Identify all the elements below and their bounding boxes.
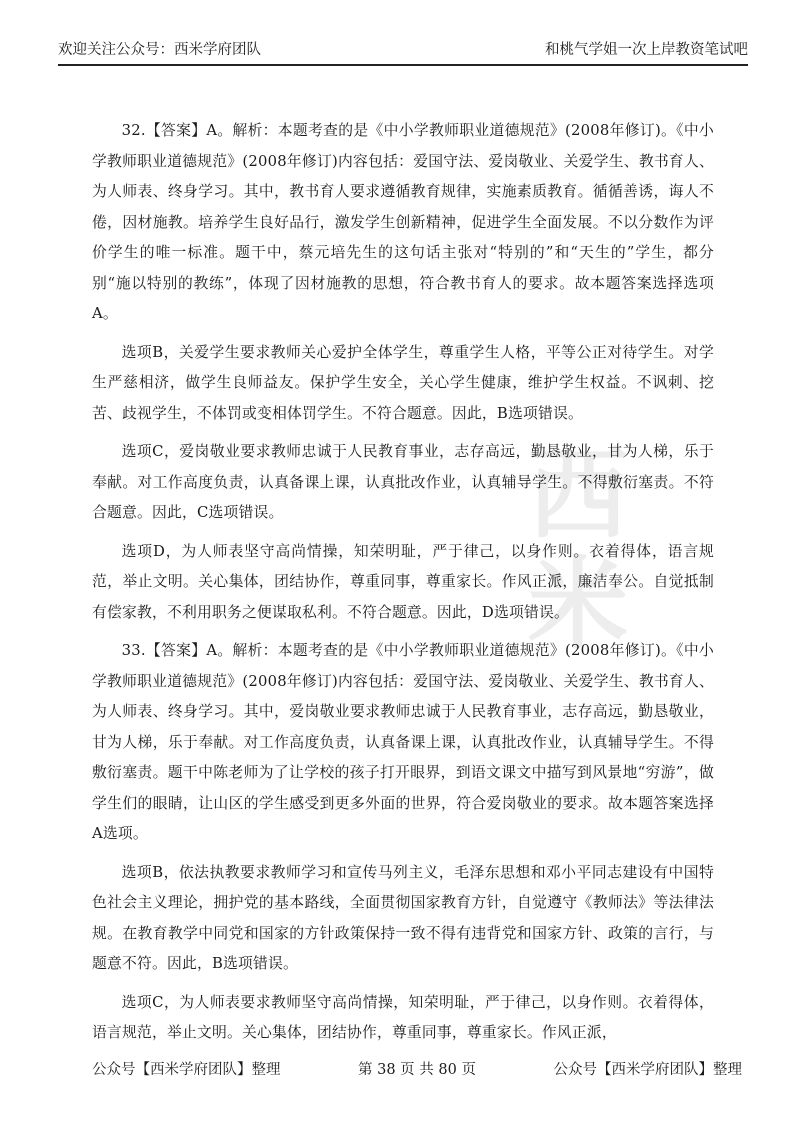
page-footer xyxy=(92,1058,742,1079)
paragraph-q32-answer: 32.【答案】A。解析：本题考查的是《中小学教师职业道德规范》(2008年修订)。《中小学教师职业道德规范》(2008年修订)内容包括：爱国守法、爱岗敬业、关爱学生、教书育人、为人师表、终身学习。其中，教书育人要求遵循教育规律，实施素质教育。循循善诱，诲人不倦，因材施教。培养学生良好品行，激发学生创新精神，促进学生全面发展。不以分数作为评价学生的唯一标准。题干中，蔡元培先生的这句话主张对“特别的”和“天生的”学生，都分别“施以特别的教练”，体现了因材施教的思想，符合教书育人的要求。故本题答案选择选项A。 xyxy=(92,122,714,322)
paragraph-q33-option-c: 选项C，为人师表要求教师坚守高尚情操，知荣明耻，严于律己，以身作则。衣着得体，语言规范，举止文明。关心集体，团结协作，尊重同事，尊重家长。作风正派， xyxy=(92,993,714,1041)
page-number: 第 38 页 共 80 页 xyxy=(358,1062,476,1078)
document-body xyxy=(92,116,714,1057)
paragraph-q32-option-d: 选项D，为人师表坚守高尚情操，知荣明耻，严于律己，以身作则。衣着得体，语言规范，举止文明。关心集体，团结协作，尊重同事，尊重家长。作风正派，廉洁奉公。自觉抵制有偿家教，不利用职务之便谋取私利。不符合题意。因此，D选项错误。 xyxy=(92,542,714,621)
paragraph-q33-option-b: 选项B，依法执教要求教师学习和宣传马列主义，毛泽东思想和邓小平同志建设有中国特色社会主义理论，拥护党的基本路线，全面贯彻国家教育方针，自觉遵守《教师法》等法律法规。在教育教学中同党和国家的方针政策保持一致不得有违背党和国家方针、政策的言行，与题意不符。因此，B选项错误。 xyxy=(92,863,714,972)
header-right-text: 和桃气学姐一次上岸教资笔试吧 xyxy=(545,42,748,58)
paragraph-q32-option-b: 选项B，关爱学生要求教师关心爱护全体学生，尊重学生人格，平等公正对待学生。对学生严慈相济，做学生良师益友。保护学生安全，关心学生健康，维护学生权益。不讽刺、挖苦、歧视学生，不体罚或变相体罚学生。不符合题意。因此，B选项错误。 xyxy=(92,343,714,422)
header-left-text: 欢迎关注公众号：西米学府团队 xyxy=(58,42,261,58)
paragraph-q32-option-c: 选项C，爱岗敬业要求教师忠诚于人民教育事业，志存高远，勤恳敬业，甘为人梯，乐于奉献。对工作高度负责，认真备课上课，认真批改作业，认真辅导学生。不得敷衍塞责。不符合题意。因此，C选项错误。 xyxy=(92,443,714,521)
paragraph-q33-answer: 33.【答案】A。解析：本题考查的是《中小学教师职业道德规范》(2008年修订)。《中小学教师职业道德规范》(2008年修订)内容包括：爱国守法、爱岗敬业、关爱学生、教书育人、为人师表、终身学习。其中，爱岗敬业要求教师忠诚于人民教育事业，志存高远，勤恳敬业，甘为人梯，乐于奉献。对工作高度负责，认真备课上课，认真批改作业，认真辅导学生。不得敷衍塞责。题干中陈老师为了让学校的孩子打开眼界，到语文课文中描写到风景地“穷游”，做学生们的眼睛，让山区的学生感受到更多外面的世界，符合爱岗敬业的要求。故本题答案选择A选项。 xyxy=(92,642,714,842)
page-header xyxy=(58,36,748,66)
watermark-logo: 西米 xyxy=(528,436,628,663)
footer-left-text: 公众号【西米学府团队】整理 xyxy=(92,1062,281,1078)
footer-right-text: 公众号【西米学府团队】整理 xyxy=(553,1062,742,1078)
